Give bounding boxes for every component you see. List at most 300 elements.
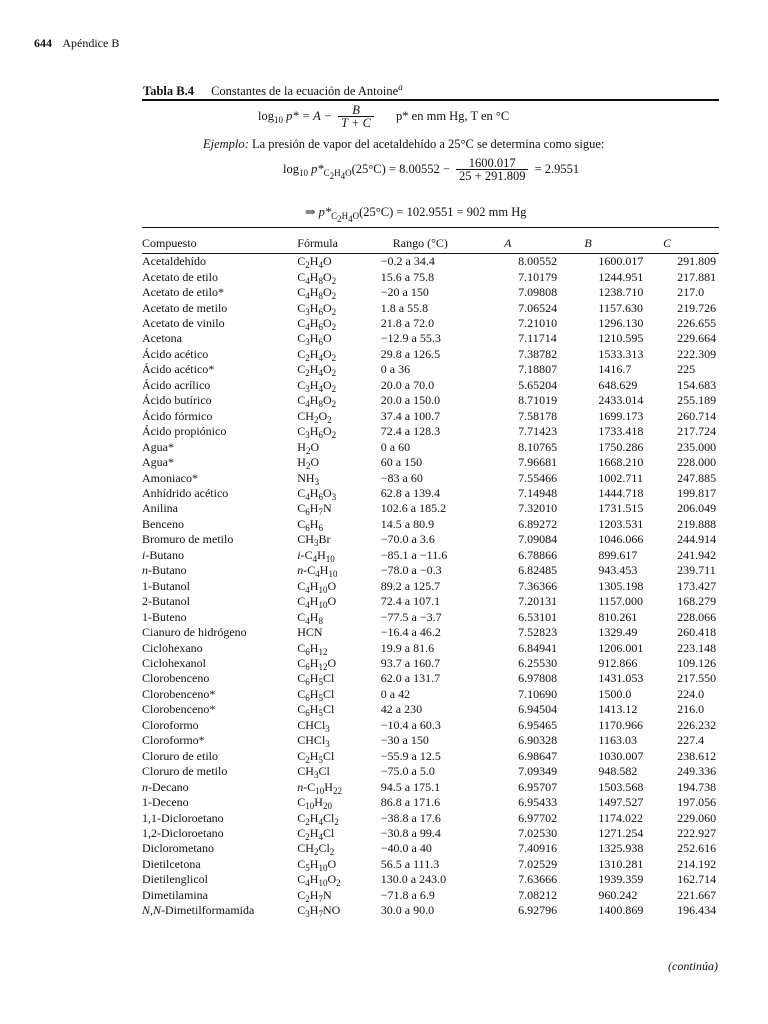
col-formula: Fórmula [297, 235, 338, 250]
cell-formula: $C_6H_7N$ [297, 501, 332, 518]
cell-rango: −38.8 a 17.6 [380, 810, 441, 825]
cell-a: 7.02529 [518, 856, 558, 871]
eq-numerator: B [338, 104, 374, 117]
cell-a: 7.55466 [518, 470, 558, 485]
cell-rango: 19.9 a 81.6 [380, 640, 435, 655]
continued-note: (continúa) [668, 959, 718, 973]
table-row [142, 563, 719, 578]
cell-b: 1203.531 [598, 516, 644, 531]
cell-c: 219.888 [677, 516, 717, 531]
table-row [142, 857, 719, 872]
cell-b: 1030.007 [598, 748, 644, 763]
cell-a: 7.02530 [518, 825, 558, 840]
cell-rango: 93.7 a 160.7 [380, 656, 441, 670]
table-row [142, 486, 719, 501]
cell-compuesto: i-Butano [142, 547, 185, 562]
table-row [142, 810, 719, 825]
col-b: B [584, 235, 592, 250]
cell-a: 6.95465 [518, 717, 558, 732]
cell-compuesto: 1-Buteno [142, 609, 187, 624]
cell-rango: 102.6 a 185.2 [380, 501, 447, 516]
cell-rango: 62.8 a 139.4 [380, 486, 441, 501]
cell-formula: $C_4H_8$ [297, 609, 323, 626]
cell-a: 7.63666 [518, 872, 558, 887]
cell-a: 6.98647 [518, 748, 558, 763]
cell-formula: $C_6H_5Cl$ [297, 686, 335, 703]
cell-c: 229.664 [677, 331, 717, 346]
cell-c: 222.309 [677, 346, 717, 361]
cell-a: 7.09349 [518, 764, 558, 779]
table-row [142, 362, 719, 377]
table-row [142, 795, 719, 810]
cell-formula: $C_3H_6O$ [297, 331, 332, 348]
cell-a: 6.89272 [518, 516, 558, 531]
cell-b: 948.582 [598, 764, 638, 779]
cell-compuesto: Ciclohexanol [142, 656, 206, 670]
table-row [142, 285, 719, 300]
cell-rango: 62.0 a 131.7 [380, 671, 441, 686]
table-header-row [142, 233, 719, 254]
cell-rango: 0 a 42 [380, 686, 411, 701]
cell-rango: 0 a 36 [380, 362, 411, 377]
cell-compuesto: Ácido acrílico [142, 377, 211, 392]
cell-b: 1731.515 [598, 501, 644, 516]
cell-rango: 72.4 a 107.1 [380, 594, 441, 609]
cell-c: 214.192 [677, 856, 717, 871]
cell-formula: $C_2H_4Cl$ [297, 825, 335, 842]
cell-formula: $C_2H_5Cl$ [297, 748, 335, 765]
cell-b: 2433.014 [598, 393, 644, 408]
table-row [142, 779, 719, 794]
table-row [142, 378, 719, 393]
cell-a: 6.92796 [518, 903, 558, 918]
cell-formula: $C_4H_8O_2$ [297, 269, 337, 286]
cell-b: 1170.966 [598, 717, 643, 732]
cell-c: 217.881 [677, 269, 717, 284]
cell-compuesto: n-Butano [142, 563, 187, 578]
cell-a: 7.21010 [518, 316, 558, 331]
cell-compuesto: N,N-Dimetilformamida [142, 903, 255, 918]
cell-b: 1002.711 [598, 470, 643, 485]
cell-compuesto: Cloruro de metilo [142, 764, 228, 779]
cell-compuesto: 1-Deceno [142, 795, 189, 810]
cell-b: 1431.053 [598, 671, 644, 686]
cell-b: 1413.12 [598, 702, 638, 717]
cell-rango: 21.8 a 72.0 [380, 316, 435, 331]
cell-compuesto: Ciclohexano [142, 640, 203, 655]
table-row [142, 470, 719, 485]
cell-compuesto: Acetato de etilo [142, 269, 218, 284]
cell-compuesto: 2-Butanol [142, 594, 190, 609]
cell-b: 899.617 [598, 547, 638, 562]
cell-formula: $C_6H_6$ [297, 516, 323, 533]
cell-c: 260.714 [677, 408, 717, 423]
cell-b: 1416.7 [598, 362, 632, 377]
table-row [142, 872, 719, 887]
cell-c: 226.232 [677, 717, 717, 732]
cell-b: 943.453 [598, 563, 638, 578]
ex1-var: p* [311, 161, 324, 176]
cell-c: 217.724 [677, 424, 717, 439]
example-body: La presión de vapor del acetaldehído a 25°C se determina como sigue: [251, 137, 605, 151]
cell-formula: $H_2O$ [297, 455, 320, 472]
cell-a: 7.96681 [518, 455, 558, 470]
cell-formula: CHCl$_3$ [297, 717, 330, 734]
cell-rango: 86.8 a 171.6 [380, 795, 441, 810]
cell-a: 8.10765 [518, 439, 558, 454]
cell-compuesto: Cianuro de hidrógeno [142, 625, 247, 640]
cell-a: 6.97702 [518, 810, 558, 825]
cell-compuesto: Acetato de vinilo [142, 316, 225, 331]
cell-formula: $n-C_{10}H_{22}$ [297, 779, 342, 796]
cell-a: 7.71423 [518, 424, 558, 439]
cell-c: 252.616 [677, 841, 717, 856]
cell-compuesto: Dimetilamina [142, 887, 208, 902]
cell-b: 1329.49 [598, 625, 638, 640]
col-a: A [504, 235, 512, 250]
table-row [142, 300, 719, 315]
table-row [142, 501, 719, 516]
cell-formula: $C_3H_6O_2$ [297, 300, 337, 317]
table-row [142, 331, 719, 346]
table-row [142, 656, 719, 671]
cell-a: 7.06524 [518, 300, 558, 315]
ex1-numerator: 1600.017 [456, 157, 528, 170]
cell-c: 229.060 [677, 810, 717, 825]
cell-rango: −75.0 a 5.0 [380, 764, 435, 779]
table-row [142, 548, 719, 563]
ex1-mid: (25°C) = 8.00552 − [351, 161, 454, 176]
cell-a: 6.95433 [518, 795, 558, 810]
cell-formula: $n-C_4H_{10}$ [297, 563, 338, 580]
cell-a: 7.11714 [518, 331, 557, 346]
cell-compuesto: Bromuro de metilo [142, 532, 234, 547]
table-caption [143, 82, 403, 99]
cell-a: 6.95707 [518, 779, 558, 794]
cell-c: 239.711 [677, 563, 716, 578]
cell-rango: 29.8 a 126.5 [380, 346, 441, 361]
cell-compuesto: 1,1-Dicloroetano [142, 810, 224, 825]
cell-c: 216.0 [677, 702, 705, 717]
cell-formula: $CH_2O_2$ [297, 408, 332, 425]
cell-a: 7.18807 [518, 362, 558, 377]
cell-a: 6.25530 [518, 656, 558, 670]
cell-c: 162.714 [677, 872, 717, 887]
eq-fraction [338, 104, 374, 130]
cell-a: 5.65204 [518, 377, 558, 392]
antoine-equation [258, 104, 509, 130]
cell-rango: −16.4 a 46.2 [380, 625, 441, 640]
table-row [142, 625, 719, 640]
cell-b: 1500.0 [598, 686, 632, 701]
cell-c: 249.336 [677, 764, 717, 779]
cell-rango: −78.0 a −0.3 [380, 563, 442, 578]
example-equation-1 [283, 157, 579, 183]
table-title: Constantes de la ecuación de Antoine [211, 84, 399, 99]
cell-formula: $i-C_4H_{10}$ [297, 547, 335, 564]
cell-a: 7.09084 [518, 532, 558, 547]
cell-formula: $C_4H_6O_3$ [297, 486, 337, 503]
ex1-base: 10 [298, 167, 308, 178]
cell-a: 6.78866 [518, 547, 558, 562]
cell-rango: 42 a 230 [380, 702, 423, 717]
table-row [142, 826, 719, 841]
cell-rango: −30 a 150 [380, 733, 429, 748]
cell-formula: $C_4H_8O_2$ [297, 393, 337, 410]
antoine-table [142, 233, 719, 918]
chapter-title: Apéndice B [62, 36, 120, 50]
cell-compuesto: Ácido acético [142, 346, 209, 361]
cell-c: 217.550 [677, 671, 717, 686]
cell-b: 1400.869 [598, 903, 644, 918]
cell-a: 7.32010 [518, 501, 558, 516]
cell-rango: −55.9 a 12.5 [380, 748, 441, 763]
cell-a: 6.90328 [518, 733, 558, 748]
cell-c: 217.0 [677, 285, 705, 300]
cell-rango: −71.8 a 6.9 [380, 887, 435, 902]
cell-formula: $C_{10}H_{20}$ [297, 795, 332, 812]
table-row [142, 439, 719, 454]
cell-c: 238.612 [677, 748, 717, 763]
table-row [142, 903, 719, 918]
cell-rango: −0.2 a 34.4 [380, 254, 435, 269]
cell-rango: −40.0 a 40 [380, 841, 432, 856]
cell-rango: 130.0 a 243.0 [380, 872, 447, 887]
cell-c: 260.418 [677, 625, 717, 640]
cell-compuesto: n-Decano [142, 779, 189, 794]
cell-compuesto: Anilina [142, 501, 178, 516]
cell-b: 1325.938 [598, 841, 644, 856]
cell-b: 1046.066 [598, 532, 644, 547]
table-row [142, 532, 719, 547]
cell-c: 194.738 [677, 779, 717, 794]
cell-a: 8.71019 [518, 393, 558, 408]
table-row [142, 316, 719, 331]
cell-c: 247.885 [677, 470, 717, 485]
cell-b: 1939.359 [598, 872, 644, 887]
cell-a: 6.84941 [518, 640, 558, 655]
cell-compuesto: Acetaldehído [142, 254, 206, 269]
eq-denominator: T + C [341, 116, 371, 130]
cell-a: 7.08212 [518, 887, 558, 902]
cell-compuesto: Ácido fórmico [142, 408, 213, 423]
cell-c: 291.809 [677, 254, 717, 269]
cell-c: 224.0 [677, 686, 705, 701]
cell-formula: $CH_3Cl$ [297, 764, 330, 781]
table-row [142, 718, 719, 733]
cell-rango: 89.2 a 125.7 [380, 578, 441, 593]
cell-c: 244.914 [677, 532, 717, 547]
table-row [142, 517, 719, 532]
cell-formula: $C_6H_{12}$ [297, 640, 328, 657]
table-row [142, 455, 719, 470]
table-row [142, 841, 719, 856]
cell-compuesto: Anhídrido acético [142, 486, 229, 501]
cell-a: 7.10179 [518, 269, 558, 284]
cell-formula: $C_5H_{10}O$ [297, 856, 337, 873]
cell-b: 1699.173 [598, 408, 644, 423]
cell-formula: $C_2H_7N$ [297, 887, 332, 904]
table-row [142, 269, 719, 284]
cell-compuesto: Clorobenceno [142, 671, 210, 686]
table-row [142, 687, 719, 702]
cell-b: 1503.568 [598, 779, 644, 794]
cell-b: 1305.198 [598, 578, 644, 593]
eq-pvar: p* [286, 108, 299, 123]
cell-c: 226.655 [677, 316, 717, 331]
cell-a: 7.09808 [518, 285, 558, 300]
cell-c: 196.434 [677, 903, 717, 918]
cell-c: 235.000 [677, 439, 717, 454]
cell-a: 7.58178 [518, 408, 558, 423]
cell-c: 223.148 [677, 640, 717, 655]
cell-rango: −83 a 60 [380, 470, 423, 485]
eq-a: = A − [298, 108, 336, 123]
cell-rango: 94.5 a 175.1 [380, 779, 441, 794]
cell-c: 222.927 [677, 825, 717, 840]
cell-formula: $C_4H_6O_2$ [297, 316, 337, 333]
cell-c: 197.056 [677, 795, 717, 810]
cell-b: 1668.210 [598, 455, 644, 470]
cell-compuesto: Benceno [142, 516, 184, 531]
cell-compuesto: 1-Butanol [142, 578, 190, 593]
cell-formula: $CH_3Br$ [297, 532, 331, 549]
cell-b: 1733.418 [598, 424, 644, 439]
cell-formula: $C_3H_4O_2$ [297, 377, 337, 394]
cell-compuesto: Ácido propiónico [142, 424, 227, 439]
cell-compuesto: Agua* [142, 455, 174, 470]
cell-compuesto: Diclorometano [142, 841, 214, 856]
cell-compuesto: Clorobenceno* [142, 686, 216, 701]
cell-b: 960.242 [598, 887, 638, 902]
cell-formula: $C_3H_6O_2$ [297, 424, 337, 441]
table-row [142, 347, 719, 362]
cell-compuesto: Cloroformo [142, 717, 199, 732]
cell-a: 8.00552 [518, 254, 558, 269]
ex1-denominator: 25 + 291.809 [459, 169, 526, 183]
cell-c: 225 [677, 362, 696, 377]
cell-formula: $C_2H_4O_2$ [297, 346, 337, 363]
cell-rango: −30.8 a 99.4 [380, 825, 441, 840]
cell-compuesto: Acetona [142, 331, 182, 346]
cell-c: 219.726 [677, 300, 717, 315]
cell-rango: 72.4 a 128.3 [380, 424, 441, 439]
cell-formula: $C_2H_4Cl_2$ [297, 810, 339, 827]
top-rule [142, 99, 719, 101]
cell-formula: $C_6H_{12}O$ [297, 656, 337, 672]
cell-rango: 1.8 a 55.8 [380, 300, 429, 315]
cell-b: 912.866 [598, 656, 638, 670]
example-label: Ejemplo: [203, 137, 249, 151]
cell-compuesto: Agua* [142, 439, 174, 454]
cell-formula: $C_3H_7NO$ [297, 903, 341, 920]
cell-a: 7.36366 [518, 578, 558, 593]
cell-formula: $C_6H_5Cl$ [297, 702, 335, 719]
cell-c: 255.189 [677, 393, 717, 408]
cell-b: 1206.001 [598, 640, 644, 655]
cell-b: 1444.718 [598, 486, 644, 501]
cell-formula: $C_4H_{10}O_2$ [297, 872, 341, 889]
cell-rango: 14.5 a 80.9 [380, 516, 435, 531]
cell-a: 7.10690 [518, 686, 558, 701]
cell-formula: $H_2O$ [297, 439, 320, 456]
table-row [142, 579, 719, 594]
cell-b: 1163.03 [598, 733, 637, 748]
cell-formula: $C_6H_5Cl$ [297, 671, 335, 688]
cell-c: 154.683 [677, 377, 717, 392]
cell-a: 6.94504 [518, 702, 558, 717]
ex1-fraction [456, 157, 528, 183]
cell-b: 1497.527 [598, 795, 644, 810]
cell-compuesto: Amoniaco* [142, 470, 198, 485]
cell-rango: −10.4 a 60.3 [380, 717, 441, 732]
col-c: C [663, 235, 672, 250]
cell-formula: CHCl$_3$ [297, 733, 330, 750]
table-label: Tabla B.4 [143, 84, 194, 99]
cell-rango: −77.5 a −3.7 [380, 609, 442, 624]
cell-formula: $NH_3$ [297, 470, 320, 487]
cell-b: 1600.017 [598, 254, 644, 269]
eq-log: log [258, 108, 274, 123]
table-note-mark: a [398, 82, 403, 92]
cell-c: 206.049 [677, 501, 717, 516]
cell-compuesto: Ácido acético* [142, 362, 215, 377]
cell-formula: $C_4H_{10}O$ [297, 594, 337, 611]
cell-c: 227.4 [677, 733, 705, 748]
col-rango: Rango (°C) [392, 235, 448, 250]
cell-a: 6.97808 [518, 671, 558, 686]
cell-rango: −70.0 a 3.6 [380, 532, 435, 547]
cell-b: 1310.281 [598, 856, 644, 871]
cell-b: 1210.595 [598, 331, 644, 346]
cell-c: 241.942 [677, 547, 717, 562]
example-text [203, 137, 604, 152]
cell-compuesto: Acetato de metilo [142, 300, 228, 315]
table-row [142, 609, 719, 624]
cell-compuesto: Ácido butírico [142, 393, 212, 408]
ex1-log: log [283, 161, 299, 176]
cell-formula: $CH_2Cl_2$ [297, 841, 335, 858]
cell-b: 810.261 [598, 609, 638, 624]
cell-rango: 30.0 a 90.0 [380, 903, 435, 918]
table-row [142, 594, 719, 609]
ex1-result: = 2.9551 [534, 161, 580, 176]
cell-b: 1271.254 [598, 825, 644, 840]
table-row [142, 671, 719, 686]
cell-a: 7.20131 [518, 594, 558, 609]
table-row [142, 888, 719, 903]
table-row [142, 702, 719, 717]
table-top-rule [142, 227, 719, 228]
table-row [142, 424, 719, 439]
page-header [34, 36, 119, 51]
cell-a: 7.14948 [518, 486, 558, 501]
cell-b: 1238.710 [598, 285, 644, 300]
cell-rango: 0 a 60 [380, 439, 411, 454]
ex1-sub: C2H4O [323, 167, 352, 181]
cell-rango: 15.6 a 75.8 [380, 269, 435, 284]
cell-b: 1157.630 [598, 300, 643, 315]
cell-c: 173.427 [677, 578, 717, 593]
cell-rango: 20.0 a 150.0 [380, 393, 441, 408]
cell-compuesto: Cloruro de etilo [142, 748, 218, 763]
table-row [142, 393, 719, 408]
cell-b: 1533.313 [598, 346, 644, 361]
cell-a: 7.40916 [518, 841, 558, 856]
table-row [142, 733, 719, 748]
cell-formula: HCN [297, 625, 323, 640]
col-compuesto: Compuesto [142, 235, 197, 250]
